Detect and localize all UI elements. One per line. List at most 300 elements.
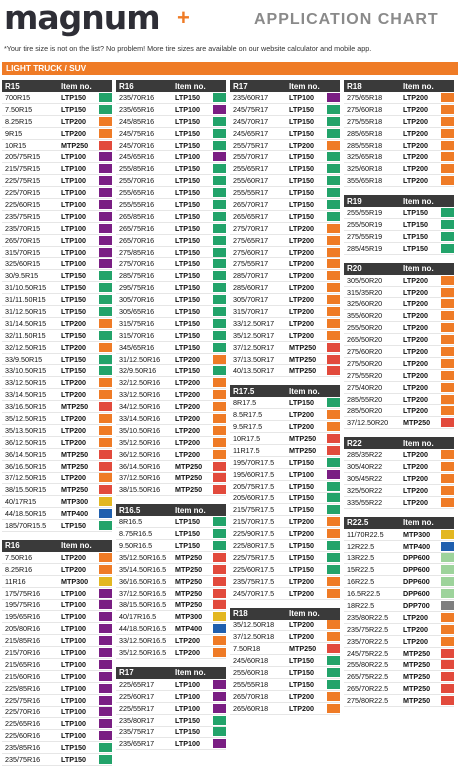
- item-number: LTP150: [175, 541, 201, 550]
- color-swatch: [99, 636, 112, 645]
- tire-size: 36/14.50R15: [5, 449, 47, 459]
- tire-size: 235/70R15: [5, 223, 41, 233]
- color-swatch: [441, 93, 454, 102]
- item-number: LTP200: [175, 354, 201, 364]
- item-number: MTP250: [289, 445, 317, 455]
- table-row: [116, 389, 226, 401]
- color-swatch: [213, 343, 226, 352]
- table-row: [230, 140, 340, 152]
- table-row: [230, 163, 340, 175]
- item-number: LTP150: [289, 457, 315, 467]
- table-row: [116, 318, 226, 330]
- section-gap: [230, 377, 340, 385]
- table-row: [230, 104, 340, 116]
- color-swatch: [327, 259, 340, 268]
- item-number: MTP250: [403, 660, 431, 670]
- item-number: LTP150: [175, 140, 201, 150]
- table-row: [116, 223, 226, 235]
- table-row: [344, 588, 454, 600]
- tire-size: 315/70R16: [119, 330, 155, 340]
- item-number: LTP200: [175, 636, 201, 646]
- item-number: LTP200: [175, 413, 201, 423]
- table-row: [230, 211, 340, 223]
- table-row: [344, 576, 454, 588]
- item-number: LTP150: [289, 493, 315, 503]
- color-swatch: [99, 164, 112, 173]
- item-number: LTP200: [289, 235, 315, 245]
- table-row: [116, 691, 226, 703]
- color-swatch: [99, 743, 112, 752]
- color-swatch: [213, 624, 226, 633]
- tire-size: 8.25R15: [5, 116, 33, 126]
- color-swatch: [99, 497, 112, 506]
- color-swatch: [99, 696, 112, 705]
- tire-size: 285/35R22: [347, 450, 383, 460]
- color-swatch: [327, 236, 340, 245]
- tire-size: 15R22.5: [347, 565, 375, 575]
- item-number: MTP250: [175, 576, 203, 586]
- item-number: MTP300: [61, 576, 89, 586]
- color-swatch: [441, 359, 454, 368]
- item-number: LTP100: [61, 176, 87, 186]
- tire-size: 700R15: [5, 92, 31, 102]
- item-number: LTP100: [61, 235, 87, 245]
- table-row: [230, 318, 340, 330]
- table-row: [344, 497, 454, 509]
- color-swatch: [327, 271, 340, 280]
- color-swatch: [441, 418, 454, 427]
- section-header: [230, 80, 340, 92]
- table-row: [116, 623, 226, 635]
- color-swatch: [441, 553, 454, 562]
- tire-size: 225/60R16: [5, 731, 41, 741]
- table-row: [344, 163, 454, 175]
- color-swatch: [441, 220, 454, 229]
- tire-size: 36/12.50R15: [5, 437, 47, 447]
- item-number: MTP250: [61, 402, 89, 412]
- table-row: [116, 401, 226, 413]
- tire-size: 255/65R17: [233, 164, 269, 174]
- tire-size: 9R15: [5, 128, 23, 138]
- item-number: LTP150: [61, 755, 87, 765]
- tire-size: 235/65R17: [119, 739, 155, 749]
- table-row: [2, 683, 112, 695]
- table-row: [2, 223, 112, 235]
- item-number: LTP150: [61, 283, 87, 293]
- item-number: LTP150: [175, 259, 201, 269]
- item-number: LTP150: [289, 199, 315, 209]
- table-row: [344, 405, 454, 417]
- color-swatch: [99, 129, 112, 138]
- color-swatch: [213, 200, 226, 209]
- color-swatch: [99, 248, 112, 257]
- tire-size: 245/75R16: [119, 128, 155, 138]
- table-row: [2, 484, 112, 496]
- item-number: LTP100: [61, 247, 87, 257]
- table-row: [2, 140, 112, 152]
- table-row: [344, 140, 454, 152]
- color-swatch: [327, 529, 340, 538]
- category-bar: LIGHT TRUCK / SUV: [2, 62, 458, 75]
- table-row: [344, 334, 454, 346]
- color-swatch: [213, 414, 226, 423]
- table-row: [344, 358, 454, 370]
- table-row: [116, 413, 226, 425]
- table-row: [230, 691, 340, 703]
- tire-size: 37/12.50R17: [233, 342, 275, 352]
- table-row: [344, 207, 454, 219]
- color-swatch: [213, 259, 226, 268]
- item-number: LTP200: [289, 223, 315, 233]
- tire-size: 40/17R15: [5, 497, 37, 507]
- color-swatch: [327, 212, 340, 221]
- table-row: [116, 365, 226, 377]
- tire-size: 235/70R22.5: [347, 636, 389, 646]
- item-number: LTP200: [175, 402, 201, 412]
- tire-size: 38/15.50R16: [119, 485, 161, 495]
- item-number: MTP300: [175, 612, 203, 622]
- tire-size: 37/12.50R16.5: [119, 588, 167, 598]
- color-swatch: [99, 426, 112, 435]
- tire-size: 285/70R17: [233, 271, 269, 281]
- table-row: [2, 258, 112, 270]
- item-number: LTP150: [289, 668, 315, 678]
- tire-size: 35/12.50R17: [233, 330, 275, 340]
- tire-size: 255/50R19: [347, 219, 383, 229]
- item-number: LTP150: [175, 247, 201, 257]
- color-swatch: [213, 355, 226, 364]
- tire-size: 33/12.50R16: [119, 390, 161, 400]
- item-no-heading: Item no.: [403, 518, 434, 528]
- table-row: [230, 270, 340, 282]
- tire-size: 35/12.50R16.5: [119, 648, 167, 658]
- table-row: [2, 342, 112, 354]
- color-swatch: [213, 612, 226, 621]
- item-number: LTP200: [289, 306, 315, 316]
- color-swatch: [213, 164, 226, 173]
- table-row: [230, 643, 340, 655]
- table-row: [116, 247, 226, 259]
- color-swatch: [441, 129, 454, 138]
- section-header: [344, 437, 454, 449]
- table-row: [344, 128, 454, 140]
- tire-size: 245/75R17: [233, 104, 269, 114]
- tire-size: 235/75R16: [5, 755, 41, 765]
- tire-size: 205/80R16: [5, 624, 41, 634]
- item-number: LTP150: [289, 188, 315, 198]
- section-header: [230, 385, 340, 397]
- section-gap: [116, 496, 226, 504]
- item-number: MTP250: [289, 354, 317, 364]
- color-swatch: [99, 450, 112, 459]
- table-row: [230, 397, 340, 409]
- tire-size: 30/9.5R15: [5, 271, 39, 281]
- section-gap: [230, 600, 340, 608]
- table-row: [2, 659, 112, 671]
- rim-size-heading: R22.5: [347, 518, 369, 528]
- table-row: [2, 151, 112, 163]
- item-number: MTP250: [289, 366, 317, 376]
- section-header: [344, 195, 454, 207]
- color-swatch: [99, 684, 112, 693]
- tire-size: 255/75R17: [233, 140, 269, 150]
- item-number: LTP150: [175, 330, 201, 340]
- tire-size: 40/17R16.5: [119, 612, 157, 622]
- section-gap: [2, 532, 112, 540]
- table-row: [230, 528, 340, 540]
- item-number: LTP200: [61, 378, 87, 388]
- color-swatch: [213, 716, 226, 725]
- item-number: LTP150: [289, 481, 315, 491]
- item-number: LTP200: [403, 370, 429, 380]
- item-number: MTP250: [175, 600, 203, 610]
- tire-size: 275/70R16: [119, 259, 155, 269]
- table-row: [230, 175, 340, 187]
- section-header: [2, 80, 112, 92]
- tire-size: 245/65R17: [233, 128, 269, 138]
- item-number: LTP200: [175, 437, 201, 447]
- color-swatch: [327, 152, 340, 161]
- color-swatch: [441, 542, 454, 551]
- color-swatch: [99, 731, 112, 740]
- color-swatch: [327, 295, 340, 304]
- color-swatch: [327, 422, 340, 431]
- tire-size: 255/80R22.5: [347, 660, 389, 670]
- color-swatch: [327, 410, 340, 419]
- color-swatch: [213, 636, 226, 645]
- tire-size: 11R16: [5, 576, 26, 586]
- tire-size: 305/45R22: [347, 473, 383, 483]
- table-row: [2, 377, 112, 389]
- color-swatch: [327, 164, 340, 173]
- table-row: [344, 529, 454, 541]
- item-number: LTP100: [61, 164, 87, 174]
- item-number: DPP600: [403, 577, 430, 587]
- tire-size: 235/85R16: [5, 743, 41, 753]
- color-swatch: [213, 212, 226, 221]
- item-number: DPP600: [403, 589, 430, 599]
- tire-size: 215/75R15: [5, 164, 41, 174]
- section-gap: [344, 187, 454, 195]
- tire-size: 35/14.50R16.5: [119, 564, 167, 574]
- item-no-heading: Item no.: [403, 196, 434, 206]
- item-number: LTP100: [289, 92, 315, 102]
- color-swatch: [327, 565, 340, 574]
- table-row: [2, 270, 112, 282]
- item-number: LTP150: [175, 715, 201, 725]
- table-row: [2, 330, 112, 342]
- color-swatch: [441, 530, 454, 539]
- item-number: LTP150: [175, 295, 201, 305]
- item-number: LTP200: [289, 422, 315, 432]
- table-row: [2, 671, 112, 683]
- tire-size: 205/60R17.5: [233, 493, 275, 503]
- section-header: [116, 504, 226, 516]
- tire-size: 355/60R20: [347, 311, 383, 321]
- tire-size: 285/55R20: [347, 394, 383, 404]
- tire-size: 31/11.50R15: [5, 295, 46, 305]
- item-number: LTP100: [175, 691, 201, 701]
- table-row: [230, 631, 340, 643]
- item-number: LTP150: [289, 679, 315, 689]
- table-row: [116, 377, 226, 389]
- table-row: [116, 235, 226, 247]
- tire-size: 8R17.5: [233, 398, 257, 408]
- section-gap: [116, 659, 226, 667]
- color-swatch: [441, 395, 454, 404]
- color-swatch: [327, 517, 340, 526]
- item-no-heading: Item no.: [403, 264, 434, 274]
- item-number: LTP200: [289, 410, 315, 420]
- item-number: MTP250: [175, 485, 203, 495]
- tire-size: 265/65R17: [233, 211, 269, 221]
- color-swatch: [441, 383, 454, 392]
- table-row: [116, 449, 226, 461]
- item-number: MTP250: [175, 552, 203, 562]
- table-row: [230, 258, 340, 270]
- section-gap: [344, 255, 454, 263]
- table-row: [116, 163, 226, 175]
- color-swatch: [327, 117, 340, 126]
- column-2: [116, 80, 226, 750]
- tire-size: 235/60R17: [233, 92, 269, 102]
- color-swatch: [327, 343, 340, 352]
- item-number: LTP100: [61, 671, 87, 681]
- color-swatch: [327, 632, 340, 641]
- section-header: [230, 608, 340, 620]
- table-row: [2, 187, 112, 199]
- brand-logo: magnum: [4, 0, 160, 37]
- tire-size: 32/12.50R15: [5, 342, 47, 352]
- color-swatch: [213, 283, 226, 292]
- table-row: [116, 576, 226, 588]
- item-number: LTP150: [289, 552, 315, 562]
- table-row: [344, 624, 454, 636]
- table-row: [116, 199, 226, 211]
- item-number: LTP200: [61, 318, 87, 328]
- color-swatch: [99, 462, 112, 471]
- color-swatch: [213, 648, 226, 657]
- tire-size: 315/75R16: [119, 318, 155, 328]
- color-swatch: [99, 612, 112, 621]
- table-row: [116, 306, 226, 318]
- item-number: LTP150: [403, 219, 429, 229]
- table-row: [344, 175, 454, 187]
- table-row: [230, 540, 340, 552]
- tire-size: 37/12.50R16: [119, 473, 161, 483]
- tire-size: 265/75R16: [119, 223, 155, 233]
- item-number: LTP150: [403, 243, 429, 253]
- tire-size: 37/12.50R15: [5, 473, 47, 483]
- item-number: MTP300: [61, 497, 89, 507]
- tire-size: 44/18.50R15: [5, 509, 47, 519]
- tire-size: 275/60R20: [347, 346, 383, 356]
- item-number: LTP200: [61, 425, 87, 435]
- page-title: APPLICATION CHART: [254, 11, 439, 28]
- tire-size: 215/70R17.5: [233, 517, 275, 527]
- tire-size: 33/10.50R15: [5, 366, 47, 376]
- table-row: [230, 457, 340, 469]
- item-number: LTP150: [175, 164, 201, 174]
- tire-size: 245/85R16: [119, 116, 155, 126]
- table-row: [230, 576, 340, 588]
- item-number: LTP150: [61, 271, 87, 281]
- section-header: [116, 667, 226, 679]
- item-number: LTP150: [175, 92, 201, 102]
- item-number: LTP200: [403, 275, 429, 285]
- color-swatch: [327, 105, 340, 114]
- tire-size: 265/75R22.5: [347, 672, 389, 682]
- color-swatch: [213, 426, 226, 435]
- item-number: LTP200: [403, 394, 429, 404]
- color-swatch: [99, 565, 112, 574]
- table-row: [230, 116, 340, 128]
- tire-size: 225/75R15: [5, 176, 41, 186]
- tire-size: 285/55R18: [347, 140, 383, 150]
- table-row: [344, 92, 454, 104]
- tire-size: 38/15.50R15: [5, 485, 47, 495]
- color-swatch: [441, 637, 454, 646]
- item-number: LTP150: [289, 564, 315, 574]
- item-number: LTP200: [289, 576, 315, 586]
- table-row: [230, 493, 340, 505]
- item-number: LTP100: [175, 104, 201, 114]
- color-swatch: [327, 553, 340, 562]
- tire-size: 8.25R16: [5, 564, 33, 574]
- color-swatch: [441, 141, 454, 150]
- item-number: LTP150: [61, 743, 87, 753]
- item-number: LTP200: [403, 152, 429, 162]
- item-number: LTP200: [175, 390, 201, 400]
- item-number: LTP200: [403, 473, 429, 483]
- item-number: LTP100: [175, 679, 201, 689]
- tire-size: 315/70R17: [233, 306, 269, 316]
- item-number: MTP250: [61, 485, 89, 495]
- table-row: [2, 282, 112, 294]
- tire-size: 185/70R15.5: [5, 521, 47, 530]
- item-number: LTP100: [61, 648, 87, 658]
- table-row: [116, 528, 226, 540]
- tire-size: 37/13.50R17: [233, 354, 275, 364]
- table-row: [230, 247, 340, 259]
- section-gap: [344, 429, 454, 437]
- tire-size: 265/50R20: [347, 335, 383, 345]
- item-number: LTP200: [403, 164, 429, 174]
- table-row: [116, 552, 226, 564]
- color-swatch: [441, 625, 454, 634]
- color-swatch: [99, 141, 112, 150]
- color-swatch: [327, 93, 340, 102]
- tire-size: 285/65R18: [347, 128, 383, 138]
- color-swatch: [441, 335, 454, 344]
- item-number: LTP150: [403, 208, 429, 218]
- item-number: LTP100: [61, 719, 87, 729]
- color-swatch: [213, 517, 226, 526]
- tire-size: 285/45R19: [347, 243, 383, 253]
- table-row: [2, 449, 112, 461]
- table-row: [230, 282, 340, 294]
- color-swatch: [327, 470, 340, 479]
- tire-size: 235/75R17.5: [233, 576, 275, 586]
- item-no-heading: Item no.: [175, 505, 206, 515]
- item-number: LTP200: [289, 318, 315, 328]
- item-number: LTP200: [403, 104, 429, 114]
- item-number: LTP200: [403, 406, 429, 416]
- rim-size-heading: R15: [5, 81, 20, 91]
- tire-size: 18R22.5: [347, 601, 375, 610]
- item-number: LTP150: [175, 116, 201, 126]
- tire-size: 275/50R20: [347, 358, 383, 368]
